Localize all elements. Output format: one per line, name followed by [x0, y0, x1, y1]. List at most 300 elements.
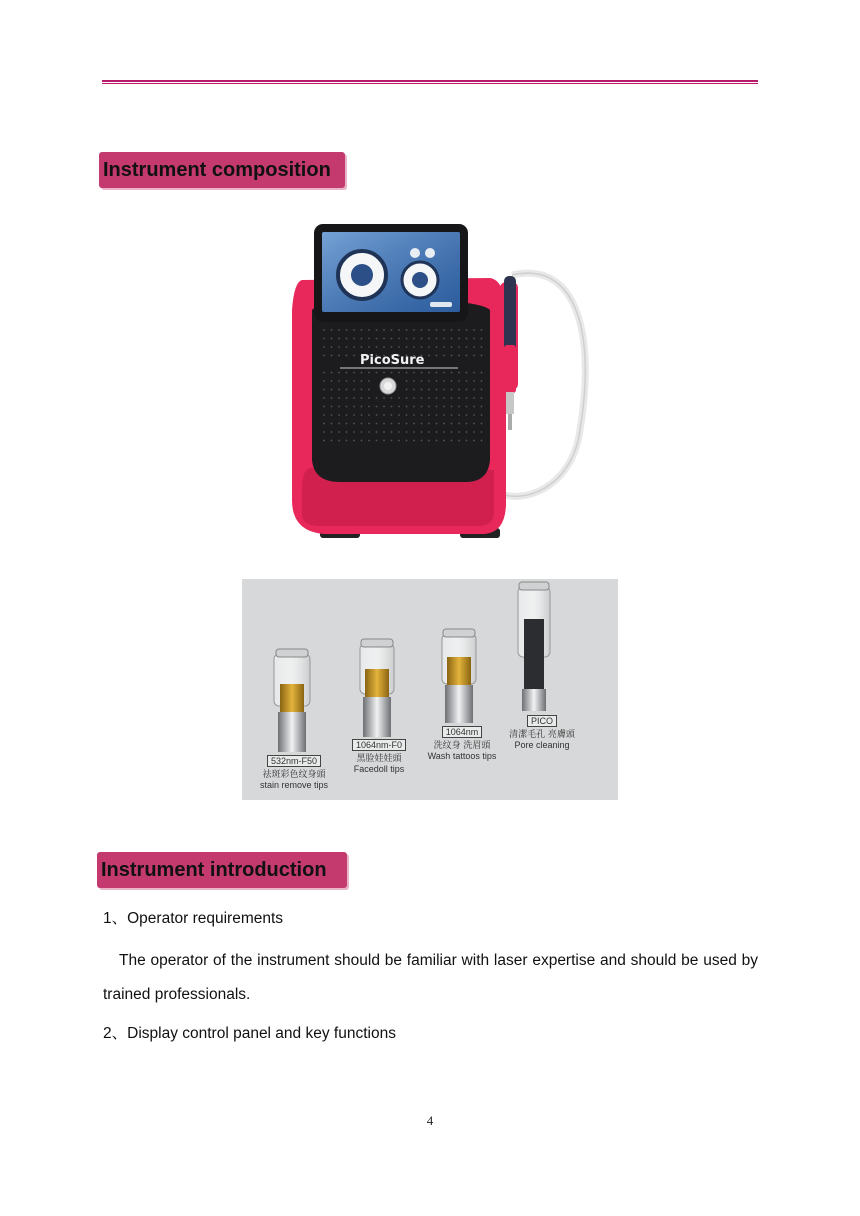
- speaker-dot: [406, 389, 408, 391]
- speaker-dot: [451, 372, 453, 374]
- speaker-dot: [443, 397, 445, 399]
- heading-instrument-introduction: Instrument introduction: [97, 852, 347, 888]
- speaker-dot: [473, 431, 475, 433]
- speaker-dot: [353, 355, 355, 357]
- tip-cn-2: 黑脸娃娃頭: [356, 754, 402, 764]
- speaker-dot: [413, 397, 415, 399]
- speaker-dot: [436, 440, 438, 442]
- speaker-dot: [353, 329, 355, 331]
- page-number: 4: [426, 1113, 434, 1128]
- speaker-dot: [368, 338, 370, 340]
- speaker-dot: [436, 380, 438, 382]
- speaker-dot: [421, 406, 423, 408]
- tip-pico: [518, 582, 550, 711]
- tip-cn-3: 洗纹身 洗眉頭: [433, 741, 491, 751]
- speaker-dot: [451, 440, 453, 442]
- speaker-dot: [331, 329, 333, 331]
- speaker-dot: [421, 389, 423, 391]
- speaker-dot: [361, 372, 363, 374]
- speaker-dot: [353, 406, 355, 408]
- list-item-operator-requirements: 1、Operator requirements: [103, 910, 284, 927]
- speaker-dot: [323, 440, 325, 442]
- speaker-dot: [331, 414, 333, 416]
- speaker-dot: [421, 397, 423, 399]
- speaker-dot: [323, 389, 325, 391]
- speaker-dot: [398, 406, 400, 408]
- speaker-dot: [406, 346, 408, 348]
- speaker-dot: [323, 406, 325, 408]
- speaker-dot: [428, 355, 430, 357]
- speaker-dot: [338, 414, 340, 416]
- speaker-dot: [473, 380, 475, 382]
- speaker-dot: [398, 329, 400, 331]
- speaker-dot: [428, 423, 430, 425]
- speaker-dot: [338, 389, 340, 391]
- heading-instrument-composition: Instrument composition: [99, 152, 345, 188]
- speaker-dot: [436, 406, 438, 408]
- speaker-dot: [473, 329, 475, 331]
- speaker-dot: [458, 397, 460, 399]
- front-panel: [312, 300, 490, 482]
- speaker-dot: [466, 431, 468, 433]
- speaker-dot: [473, 406, 475, 408]
- speaker-dot: [443, 372, 445, 374]
- speaker-dot: [383, 397, 385, 399]
- speaker-dot: [398, 338, 400, 340]
- speaker-dot: [331, 423, 333, 425]
- speaker-dot: [346, 329, 348, 331]
- speaker-dot: [428, 440, 430, 442]
- speaker-dot: [368, 440, 370, 442]
- speaker-dot: [413, 372, 415, 374]
- speaker-dot: [481, 414, 483, 416]
- tip-1064nm: [442, 629, 476, 723]
- speaker-dot: [473, 414, 475, 416]
- speaker-dot: [391, 338, 393, 340]
- speaker-dot: [481, 372, 483, 374]
- speaker-dot: [428, 397, 430, 399]
- tip-label-2: [344, 739, 414, 774]
- speaker-dot: [391, 414, 393, 416]
- speaker-dot: [421, 346, 423, 348]
- speaker-dot: [323, 423, 325, 425]
- speaker-dot: [331, 397, 333, 399]
- speaker-dot: [473, 338, 475, 340]
- speaker-dot: [376, 431, 378, 433]
- speaker-dot: [436, 431, 438, 433]
- speaker-dot: [323, 338, 325, 340]
- speaker-dot: [383, 338, 385, 340]
- speaker-dot: [353, 346, 355, 348]
- brand-text: PicoSure: [360, 353, 425, 368]
- speaker-dot: [413, 414, 415, 416]
- speaker-dot: [353, 389, 355, 391]
- speaker-dot: [353, 338, 355, 340]
- speaker-dot: [323, 355, 325, 357]
- speaker-dot: [421, 380, 423, 382]
- speaker-dot: [346, 440, 348, 442]
- speaker-dot: [346, 406, 348, 408]
- speaker-dot: [368, 423, 370, 425]
- speaker-dot: [346, 431, 348, 433]
- speaker-dot: [346, 397, 348, 399]
- speaker-dot: [376, 423, 378, 425]
- speaker-dot: [376, 329, 378, 331]
- speaker-dot: [458, 338, 460, 340]
- speaker-dot: [361, 397, 363, 399]
- speaker-dot: [443, 380, 445, 382]
- list-item-display-control: 2、Display control panel and key functions: [103, 1025, 396, 1042]
- speaker-dot: [338, 423, 340, 425]
- handpiece-grip: [504, 276, 516, 356]
- tip-cn-4: 清潔毛孔 亮膚頭: [509, 730, 575, 740]
- speaker-dot: [353, 397, 355, 399]
- speaker-dot: [391, 431, 393, 433]
- speaker-dot: [331, 389, 333, 391]
- speaker-dot: [361, 406, 363, 408]
- speaker-dot: [436, 346, 438, 348]
- speaker-dot: [481, 329, 483, 331]
- speaker-dot: [443, 338, 445, 340]
- speaker-dot: [398, 414, 400, 416]
- gauge-right-center: [412, 272, 428, 288]
- speaker-dot: [331, 338, 333, 340]
- speaker-dot: [466, 380, 468, 382]
- speaker-dot: [368, 406, 370, 408]
- handpiece-tip: [506, 392, 514, 414]
- speaker-dot: [436, 389, 438, 391]
- speaker-dot: [323, 431, 325, 433]
- speaker-dot: [368, 389, 370, 391]
- speaker-dot: [413, 346, 415, 348]
- speaker-dot: [383, 329, 385, 331]
- speaker-dot: [428, 346, 430, 348]
- speaker-dot: [451, 414, 453, 416]
- speaker-dot: [443, 406, 445, 408]
- speaker-dot: [353, 372, 355, 374]
- speaker-dot: [323, 329, 325, 331]
- speaker-dot: [466, 389, 468, 391]
- speaker-dot: [406, 406, 408, 408]
- speaker-dot: [473, 440, 475, 442]
- tip-model-4: PICO: [527, 715, 557, 727]
- speaker-dot: [451, 389, 453, 391]
- screen-button: [430, 302, 452, 307]
- tip-en-2: Facedoll tips: [353, 764, 405, 774]
- speaker-dot: [473, 346, 475, 348]
- speaker-dot: [481, 423, 483, 425]
- speaker-dot: [353, 414, 355, 416]
- speaker-dot: [443, 329, 445, 331]
- speaker-dot: [413, 440, 415, 442]
- speaker-dot: [383, 406, 385, 408]
- speaker-dot: [323, 397, 325, 399]
- speaker-dot: [436, 423, 438, 425]
- speaker-dot: [458, 346, 460, 348]
- speaker-dot: [398, 440, 400, 442]
- speaker-dot: [443, 355, 445, 357]
- top-rule: [102, 80, 758, 85]
- power-button-center: [384, 382, 392, 390]
- speaker-dot: [391, 397, 393, 399]
- speaker-dot: [376, 406, 378, 408]
- speaker-dot: [398, 423, 400, 425]
- speaker-dot: [443, 389, 445, 391]
- speaker-dot: [406, 372, 408, 374]
- speaker-dot: [323, 372, 325, 374]
- speaker-dot: [368, 397, 370, 399]
- speaker-dot: [406, 380, 408, 382]
- speaker-dot: [428, 338, 430, 340]
- speaker-dot: [466, 338, 468, 340]
- speaker-dot: [346, 372, 348, 374]
- speaker-dot: [338, 431, 340, 433]
- speaker-dot: [391, 329, 393, 331]
- speaker-dot: [331, 355, 333, 357]
- speaker-dot: [361, 389, 363, 391]
- speaker-dot: [443, 440, 445, 442]
- speaker-dot: [451, 338, 453, 340]
- speaker-dot: [383, 423, 385, 425]
- speaker-dot: [436, 329, 438, 331]
- speaker-dot: [331, 372, 333, 374]
- tip-cn-1: 祛斑彩色纹身頭: [262, 770, 326, 780]
- speaker-dot: [406, 431, 408, 433]
- speaker-dot: [323, 414, 325, 416]
- speaker-dot: [376, 397, 378, 399]
- speaker-dot: [323, 380, 325, 382]
- speaker-dot: [473, 355, 475, 357]
- tip-model-2: 1064nm-F0: [352, 739, 406, 751]
- speaker-dot: [331, 346, 333, 348]
- speaker-dot: [398, 431, 400, 433]
- speaker-dot: [458, 406, 460, 408]
- speaker-dot: [458, 440, 460, 442]
- speaker-dot: [338, 397, 340, 399]
- speaker-dot: [338, 440, 340, 442]
- speaker-dot: [466, 423, 468, 425]
- speaker-dot: [361, 440, 363, 442]
- speaker-dot: [458, 414, 460, 416]
- speaker-dot: [338, 372, 340, 374]
- speaker-dot: [323, 346, 325, 348]
- speaker-dot: [458, 389, 460, 391]
- speaker-dot: [458, 355, 460, 357]
- speaker-dot: [443, 431, 445, 433]
- tip-532nm: [274, 649, 310, 752]
- speaker-dot: [451, 346, 453, 348]
- speaker-dot: [481, 406, 483, 408]
- speaker-dot: [346, 355, 348, 357]
- tip-label-1: [254, 755, 334, 790]
- speaker-dot: [413, 329, 415, 331]
- speaker-dot: [473, 423, 475, 425]
- speaker-dot: [466, 414, 468, 416]
- speaker-dot: [383, 431, 385, 433]
- speaker-dot: [443, 414, 445, 416]
- speaker-dot: [481, 431, 483, 433]
- speaker-dot: [346, 414, 348, 416]
- speaker-dot: [368, 414, 370, 416]
- speaker-dot: [481, 389, 483, 391]
- speaker-dot: [368, 346, 370, 348]
- speaker-dot: [428, 329, 430, 331]
- speaker-dot: [391, 372, 393, 374]
- speaker-dot: [346, 338, 348, 340]
- speaker-dot: [338, 346, 340, 348]
- top-rule-line-1: [102, 80, 758, 82]
- speaker-dot: [361, 346, 363, 348]
- speaker-dot: [383, 440, 385, 442]
- speaker-dot: [398, 346, 400, 348]
- speaker-dot: [428, 372, 430, 374]
- speaker-dot: [368, 329, 370, 331]
- paragraph-operator: The operator of the instrument should be familiar with laser expertise and should be used by trained professionals.: [103, 952, 758, 1003]
- speaker-dot: [331, 440, 333, 442]
- speaker-dot: [466, 397, 468, 399]
- speaker-dot: [436, 397, 438, 399]
- speaker-dot: [406, 414, 408, 416]
- speaker-dot: [338, 406, 340, 408]
- speaker-dot: [466, 372, 468, 374]
- speaker-dot: [413, 423, 415, 425]
- tip-en-3: Wash tattoos tips: [427, 751, 497, 761]
- speaker-dot: [458, 431, 460, 433]
- speaker-dot: [383, 372, 385, 374]
- speaker-dot: [481, 346, 483, 348]
- speaker-dot: [451, 397, 453, 399]
- speaker-dot: [451, 355, 453, 357]
- speaker-dot: [443, 423, 445, 425]
- speaker-dot: [331, 406, 333, 408]
- speaker-dot: [331, 380, 333, 382]
- speaker-dot: [398, 372, 400, 374]
- speaker-dot: [413, 380, 415, 382]
- top-rule-line-2: [102, 83, 758, 84]
- speaker-dot: [406, 329, 408, 331]
- speaker-dot: [421, 423, 423, 425]
- speaker-dot: [481, 338, 483, 340]
- speaker-dot: [458, 329, 460, 331]
- speaker-dot: [376, 440, 378, 442]
- handpiece-sleeve: [504, 345, 516, 393]
- speaker-dot: [421, 338, 423, 340]
- speaker-dot: [368, 372, 370, 374]
- speaker-dot: [481, 355, 483, 357]
- speaker-dot: [361, 380, 363, 382]
- tips-photo: [242, 579, 618, 800]
- speaker-dot: [458, 380, 460, 382]
- tip-en-1: stain remove tips: [259, 780, 329, 790]
- speaker-dot: [466, 346, 468, 348]
- speaker-dot: [451, 431, 453, 433]
- device-photo: [280, 220, 600, 542]
- speaker-dot: [353, 431, 355, 433]
- speaker-dot: [406, 440, 408, 442]
- speaker-dot: [473, 372, 475, 374]
- speaker-dot: [436, 338, 438, 340]
- speaker-dot: [428, 380, 430, 382]
- speaker-dot: [398, 397, 400, 399]
- speaker-dot: [428, 406, 430, 408]
- speaker-dot: [331, 431, 333, 433]
- speaker-dot: [421, 329, 423, 331]
- speaker-dot: [338, 380, 340, 382]
- speaker-dot: [368, 431, 370, 433]
- speaker-dot: [443, 346, 445, 348]
- speaker-dot: [466, 440, 468, 442]
- speaker-dot: [436, 355, 438, 357]
- gauge-icon-1: [410, 248, 420, 258]
- speaker-dot: [428, 414, 430, 416]
- speaker-dot: [473, 397, 475, 399]
- speaker-dot: [368, 380, 370, 382]
- speaker-dot: [383, 346, 385, 348]
- speaker-dot: [473, 389, 475, 391]
- speaker-dot: [391, 406, 393, 408]
- speaker-dot: [346, 423, 348, 425]
- speaker-dot: [338, 329, 340, 331]
- speaker-dot: [376, 414, 378, 416]
- speaker-dot: [353, 440, 355, 442]
- tip-model-1: 532nm-F50: [267, 755, 321, 767]
- tip-1064nm-f0: [360, 639, 394, 737]
- speaker-dot: [451, 423, 453, 425]
- speaker-dot: [421, 440, 423, 442]
- speaker-dot: [383, 414, 385, 416]
- speaker-dot: [421, 372, 423, 374]
- speaker-dot: [361, 329, 363, 331]
- speaker-dot: [451, 406, 453, 408]
- speaker-dot: [346, 380, 348, 382]
- speaker-dot: [481, 440, 483, 442]
- speaker-dot: [338, 338, 340, 340]
- handpiece-nozzle: [508, 414, 512, 430]
- speaker-dot: [391, 423, 393, 425]
- speaker-dot: [406, 338, 408, 340]
- speaker-dot: [413, 431, 415, 433]
- speaker-dot: [428, 431, 430, 433]
- speaker-dot: [466, 406, 468, 408]
- speaker-dot: [376, 338, 378, 340]
- speaker-dot: [421, 414, 423, 416]
- speaker-dot: [346, 389, 348, 391]
- speaker-dot: [428, 389, 430, 391]
- speaker-dot: [421, 431, 423, 433]
- speaker-dot: [413, 389, 415, 391]
- tip-label-4: [504, 715, 580, 750]
- speaker-dot: [413, 338, 415, 340]
- speaker-dot: [481, 380, 483, 382]
- speaker-dot: [466, 329, 468, 331]
- speaker-dot: [436, 372, 438, 374]
- speaker-dot: [458, 423, 460, 425]
- tip-model-3: 1064nm: [442, 726, 483, 738]
- speaker-dot: [353, 380, 355, 382]
- speaker-dot: [406, 397, 408, 399]
- speaker-dot: [346, 346, 348, 348]
- speaker-dot: [458, 372, 460, 374]
- speaker-dot: [361, 431, 363, 433]
- speaker-dot: [413, 406, 415, 408]
- speaker-dot: [436, 414, 438, 416]
- speaker-dot: [406, 423, 408, 425]
- speaker-dot: [481, 397, 483, 399]
- gauge-icon-2: [425, 248, 435, 258]
- speaker-dot: [451, 329, 453, 331]
- speaker-dot: [361, 423, 363, 425]
- speaker-dot: [361, 414, 363, 416]
